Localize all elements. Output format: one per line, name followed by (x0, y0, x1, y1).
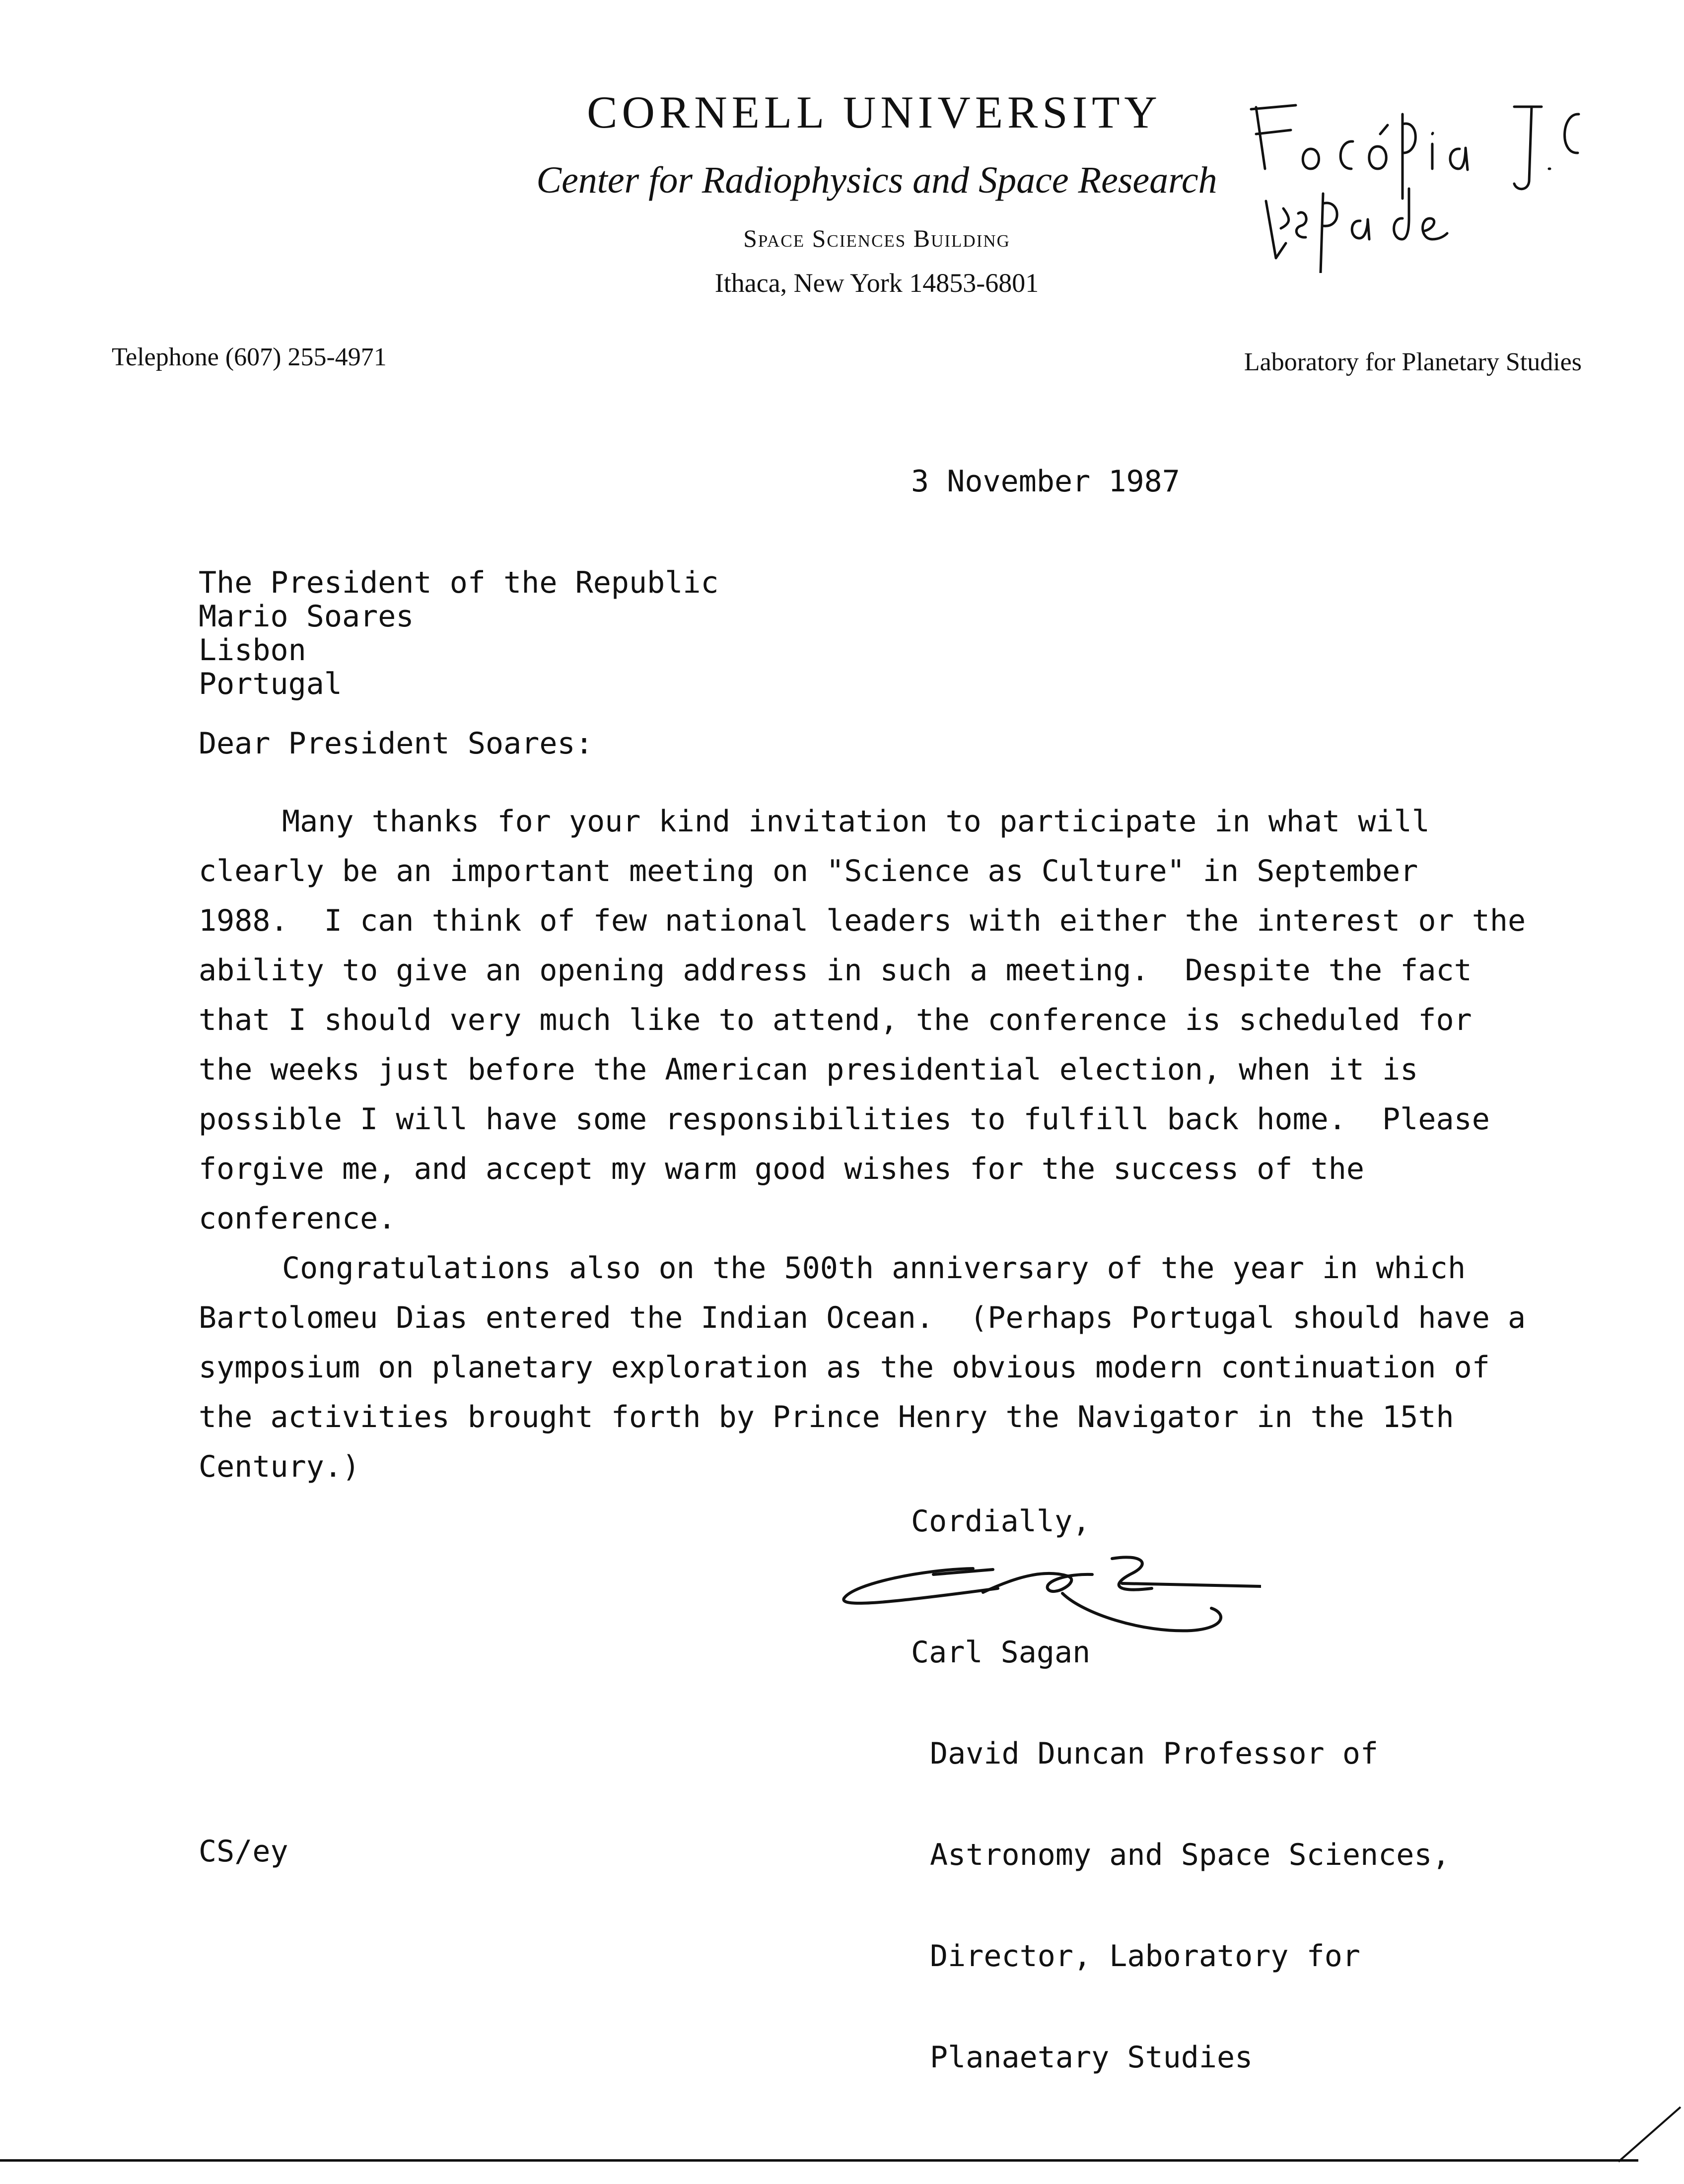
university-name: CORNELL UNIVERSITY (587, 87, 1162, 137)
telephone: Telephone (607) 255-4971 (112, 343, 387, 371)
bottom-rule (0, 2159, 1638, 2162)
signer-block (911, 1636, 1450, 2142)
letter-body (199, 797, 1526, 1492)
handwritten-note-icon (1236, 94, 1584, 273)
signer-title-line: Director, Laboratory for (930, 1939, 1360, 1974)
body-line: ability to give an opening address in such a meeting. Despite the fact (199, 953, 1472, 988)
letter-date: 3 November 1987 (911, 464, 1180, 499)
body-line: conference. (199, 1201, 396, 1236)
body-line: possible I will have some responsibilities to fulfill back home. Please (199, 1102, 1490, 1137)
body-line: the weeks just before the American presidential election, when it is (199, 1052, 1418, 1087)
recipient-line: Lisbon (199, 633, 306, 668)
laboratory-name: Laboratory for Planetary Studies (1244, 348, 1582, 376)
closing: Cordially, (911, 1504, 1091, 1539)
recipient-line: The President of the Republic (199, 565, 719, 600)
body-line: Century.) (199, 1449, 360, 1484)
body-line: Bartolomeu Dias entered the Indian Ocean. (Perhaps Portugal should have a (199, 1300, 1526, 1335)
body-line: Congratulations also on the 500th anniversary of the year in which (282, 1251, 1466, 1286)
signer-title-line: Astronomy and Space Sciences, (930, 1838, 1450, 1872)
signer-title-line: Planaetary Studies (930, 2040, 1253, 2075)
recipient-line: Mario Soares (199, 599, 414, 634)
body-line: symposium on planetary exploration as the obvious modern continuation of (199, 1350, 1490, 1385)
body-line: the activities brought forth by Prince Henry the Navigator in the 15th (199, 1400, 1454, 1434)
center-name: Center for Radiophysics and Space Research (536, 159, 1217, 201)
signer-name: Carl Sagan (911, 1635, 1091, 1670)
building-name: Space Sciences Building (743, 224, 1010, 252)
recipient-address (199, 566, 719, 701)
salutation: Dear President Soares: (199, 726, 593, 761)
city-address: Ithaca, New York 14853-6801 (714, 268, 1039, 298)
recipient-line: Portugal (199, 667, 342, 701)
body-line: clearly be an important meeting on "Science as Culture" in September (199, 854, 1418, 888)
body-line: 1988. I can think of few national leaders with either the interest or the (199, 903, 1526, 938)
signer-title (911, 1669, 1450, 2142)
body-line: that I should very much like to attend, the conference is scheduled for (199, 1003, 1472, 1037)
body-line: Many thanks for your kind invitation to participate in what will (282, 804, 1430, 839)
typist-initials: CS/ey (199, 1834, 288, 1869)
signer-title-line: David Duncan Professor of (930, 1736, 1379, 1771)
body-line: forgive me, and accept my warm good wishes for the success of the (199, 1152, 1364, 1186)
corner-mark-icon (1614, 2100, 1683, 2169)
